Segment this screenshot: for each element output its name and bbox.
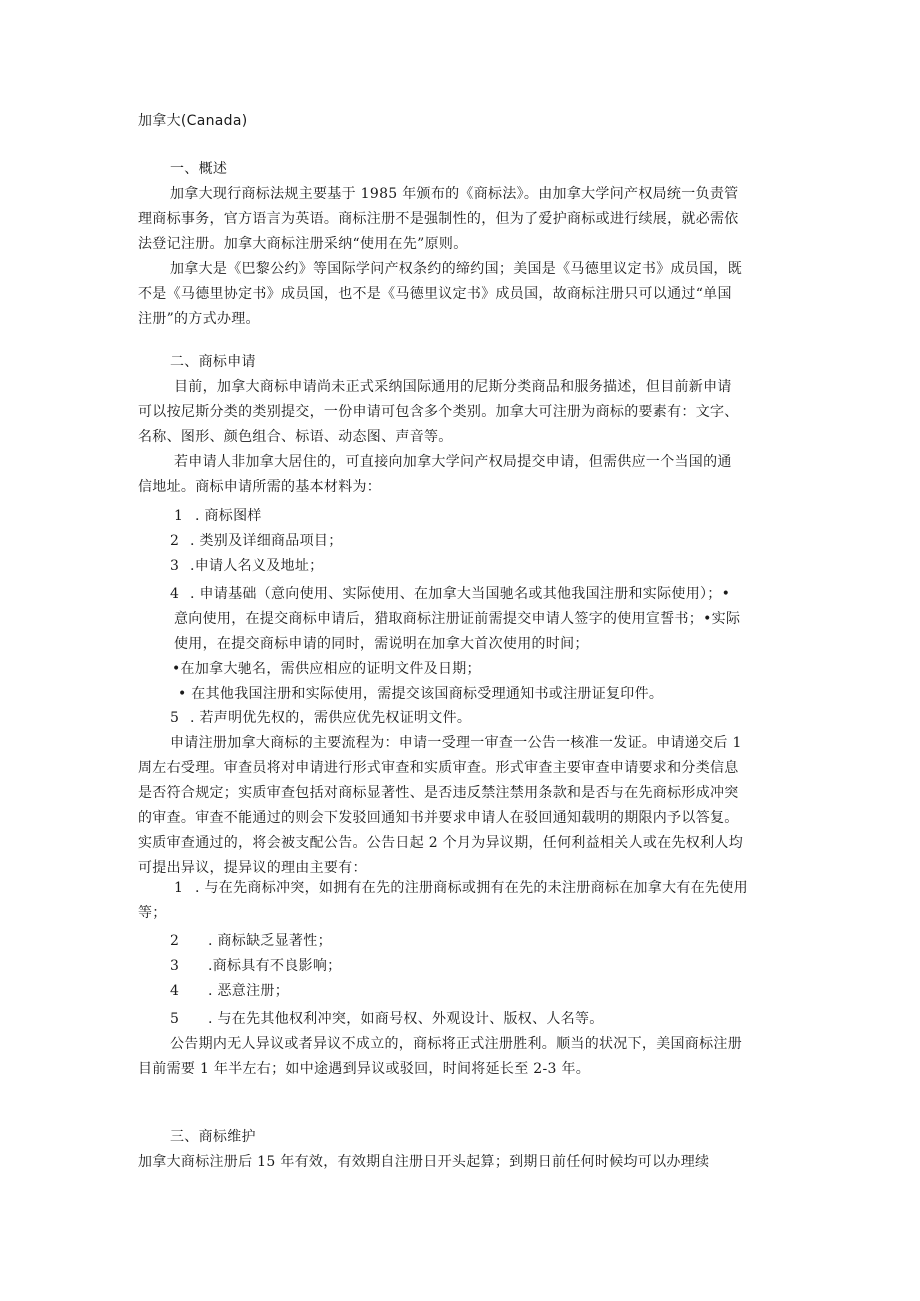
document-title: 加拿大(Canada) (138, 113, 248, 129)
paragraph-line: 加拿大是《巴黎公约》等国际学问产权条约的缔约国；美国是《马德里议定书》成员国，既 (170, 261, 742, 277)
paragraph-line: 周左右受理。审查员将对申请进行形式审查和实质审查。形式审查主要审查申请要求和分类信息 (138, 760, 739, 776)
list-item-continuation: 等； (138, 905, 167, 921)
list-item: . 类别及详细商品项目； (190, 533, 343, 549)
paragraph-line: 不是《马德里协定书》成员国，也不是《马德里议定书》成员国，故商标注册只可以通过“单国 (138, 286, 732, 302)
list-item-number: 5 (170, 710, 179, 726)
section-heading-maintenance: 三、商标维护 (170, 1129, 256, 1145)
list-item: . 与在先其他权利冲突，如商号权、外观设计、版权、人名等。 (208, 1011, 604, 1027)
paragraph-line: 目前需要 1 年半左右；如中途遇到异议或驳回，时间将延长至 2-3 年。 (138, 1061, 591, 1077)
list-item: . 若声明优先权的，需供应优先权证明文件。 (190, 710, 472, 726)
list-item-number: 3 (170, 558, 179, 574)
list-item: . 恶意注册； (208, 983, 289, 999)
list-item: . 申请基础（意向使用、实际使用、在加拿大当国驰名或其他我国注册和实际使用）；• (190, 586, 731, 602)
bullet-item: • 在其他我国注册和实际使用，需提交该国商标受理通知书或注册证复印件。 (178, 686, 664, 702)
paragraph-line: 法登记注册。加拿大商标注册采纳“使用在先”原则。 (138, 236, 468, 252)
paragraph-line: 加拿大商标注册后 15 年有效，有效期自注册日开头起算；到期日前任何时候均可以办理续 (138, 1154, 710, 1170)
paragraph-line: 实质审查通过的，将会被支配公告。公告日起 2 个月为异议期，任何利益相关人或在先权利人均 (138, 835, 744, 851)
list-item: . 商标缺乏显著性； (208, 933, 332, 949)
paragraph-line: 是否符合规定；实质审查包括对商标显著性、是否违反禁注禁用条款和是否与在先商标形成冲突 (138, 785, 739, 801)
section-heading-overview: 一、概述 (170, 161, 228, 177)
list-item-number: 3 (170, 958, 179, 974)
paragraph-line: 理商标事务，官方语言为英语。商标注册不是强制性的，但为了爱护商标或进行续展，就必需依 (138, 211, 739, 227)
paragraph-line: 申请注册加拿大商标的主要流程为：申请一受理一审查一公告一核准一发证。申请递交后 1 (170, 735, 742, 751)
list-item: . 商标图样 (195, 508, 262, 524)
list-item: . 与在先商标冲突，如拥有在先的注册商标或拥有在先的未注册商标在加拿大有在先使用 (195, 880, 748, 896)
list-item: .申请人名义及地址； (190, 558, 324, 574)
list-item-number: 2 (170, 533, 179, 549)
list-item-number: 5 (170, 1011, 179, 1027)
paragraph-line: 注册”的方式办理。 (138, 311, 260, 327)
paragraph-line: 加拿大现行商标法规主要基于 1985 年颁布的《商标法》。由加拿大学问产权局统一负责管 (170, 186, 739, 202)
list-item-continuation: 使用，在提交商标申请的同时，需说明在加拿大首次使用的时间； (174, 636, 589, 652)
paragraph-line: 公告期内无人异议或者异议不成立的，商标将正式注册胜利。顺当的状况下，美国商标注册 (170, 1036, 742, 1052)
section-heading-application: 二、商标申请 (170, 354, 256, 370)
list-item-number: 2 (170, 933, 179, 949)
paragraph-line: 若申请人非加拿大居住的，可直接向加拿大学问产权局提交申请，但需供应一个当国的通 (174, 454, 732, 470)
bullet-item: •在加拿大驰名，需供应相应的证明文件及日期； (172, 661, 481, 677)
list-item-number: 1 (174, 880, 183, 896)
list-item-number: 1 (174, 508, 183, 524)
paragraph-line: 信地址。商标申请所需的基本材料为： (138, 479, 382, 495)
list-item: .商标具有不良影响； (208, 958, 342, 974)
paragraph-line: 目前，加拿大商标申请尚未正式采纳国际通用的尼斯分类商品和服务描述，但目前新申请 (174, 379, 732, 395)
list-item-continuation: 意向使用，在提交商标申请后，猎取商标注册证前需提交申请人签字的使用宣誓书；•实际 (174, 611, 741, 627)
paragraph-line: 可以按尼斯分类的类别提交，一份申请可包含多个类别。加拿大可注册为商标的要素有：文字、 (138, 404, 739, 420)
paragraph-line: 的审查。审查不能通过的则会下发驳回通知书并要求申请人在驳回通知载明的期限内予以答复。 (138, 810, 739, 826)
paragraph-line: 名称、图形、颜色组合、标语、动态图、声音等。 (138, 429, 453, 445)
list-item-number: 4 (170, 586, 179, 602)
paragraph-line: 可提出异议，提异议的理由主要有： (138, 860, 367, 876)
list-item-number: 4 (170, 983, 179, 999)
